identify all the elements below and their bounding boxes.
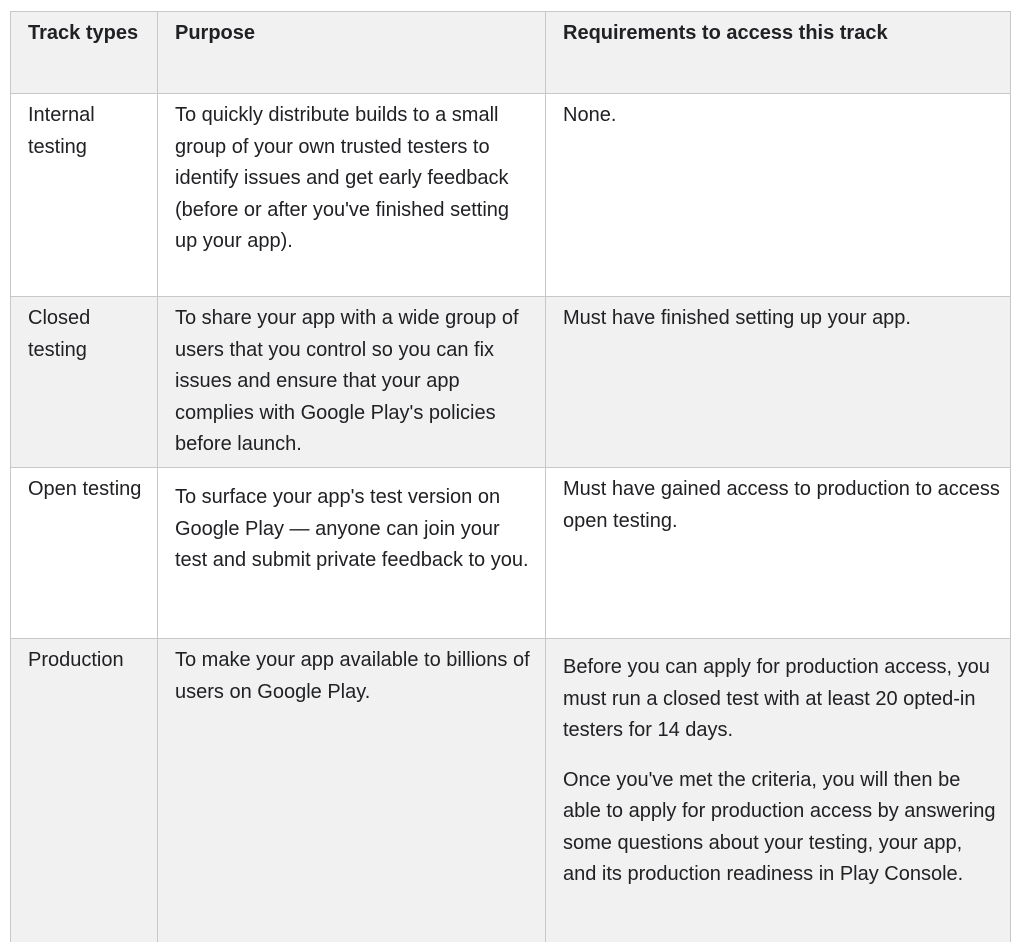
track-types-table bbox=[10, 11, 1011, 942]
requirements-cell bbox=[546, 468, 1011, 639]
table-row bbox=[11, 639, 1011, 942]
track-name-cell: Internal testing bbox=[11, 94, 158, 297]
purpose-cell: To make your app available to billions of users on Google Play. bbox=[158, 639, 546, 942]
header-requirements: Requirements to access this track bbox=[546, 12, 1011, 94]
requirements-cell bbox=[546, 297, 1011, 468]
requirements-cell bbox=[546, 639, 1011, 942]
track-name-cell: Closed testing bbox=[11, 297, 158, 468]
track-name-cell: Production bbox=[11, 639, 158, 942]
purpose-cell: To surface your app's test version on Google Play — anyone can join your test and submit private feedback to you. bbox=[158, 468, 546, 639]
requirements-text: Once you've met the criteria, you will then be able to apply for production access by answering some questions about your testing, your app, and its production readiness in Play Console. bbox=[563, 768, 996, 885]
requirements-text: Must have finished setting up your app. bbox=[563, 307, 911, 329]
header-purpose: Purpose bbox=[158, 12, 546, 94]
header-track-types: Track types bbox=[11, 12, 158, 94]
track-name-cell: Open testing bbox=[11, 468, 158, 639]
requirements-text: Before you can apply for production access, you must run a closed test with at least 20 opted-in testers for 14 days. bbox=[563, 656, 990, 741]
table-row bbox=[11, 94, 1011, 297]
table-row bbox=[11, 297, 1011, 468]
table-header-row bbox=[11, 12, 1011, 94]
requirements-text: None. bbox=[563, 104, 617, 126]
table-row bbox=[11, 468, 1011, 639]
requirements-text: Must have gained access to production to access open testing. bbox=[563, 478, 1000, 532]
requirements-cell bbox=[546, 94, 1011, 297]
purpose-cell: To quickly distribute builds to a small group of your own trusted testers to identify issues and get early feedback (before or after you've finished setting up your app). bbox=[158, 94, 546, 297]
purpose-cell: To share your app with a wide group of users that you control so you can fix issues and ensure that your app complies with Google Play's policies before launch. bbox=[158, 297, 546, 468]
